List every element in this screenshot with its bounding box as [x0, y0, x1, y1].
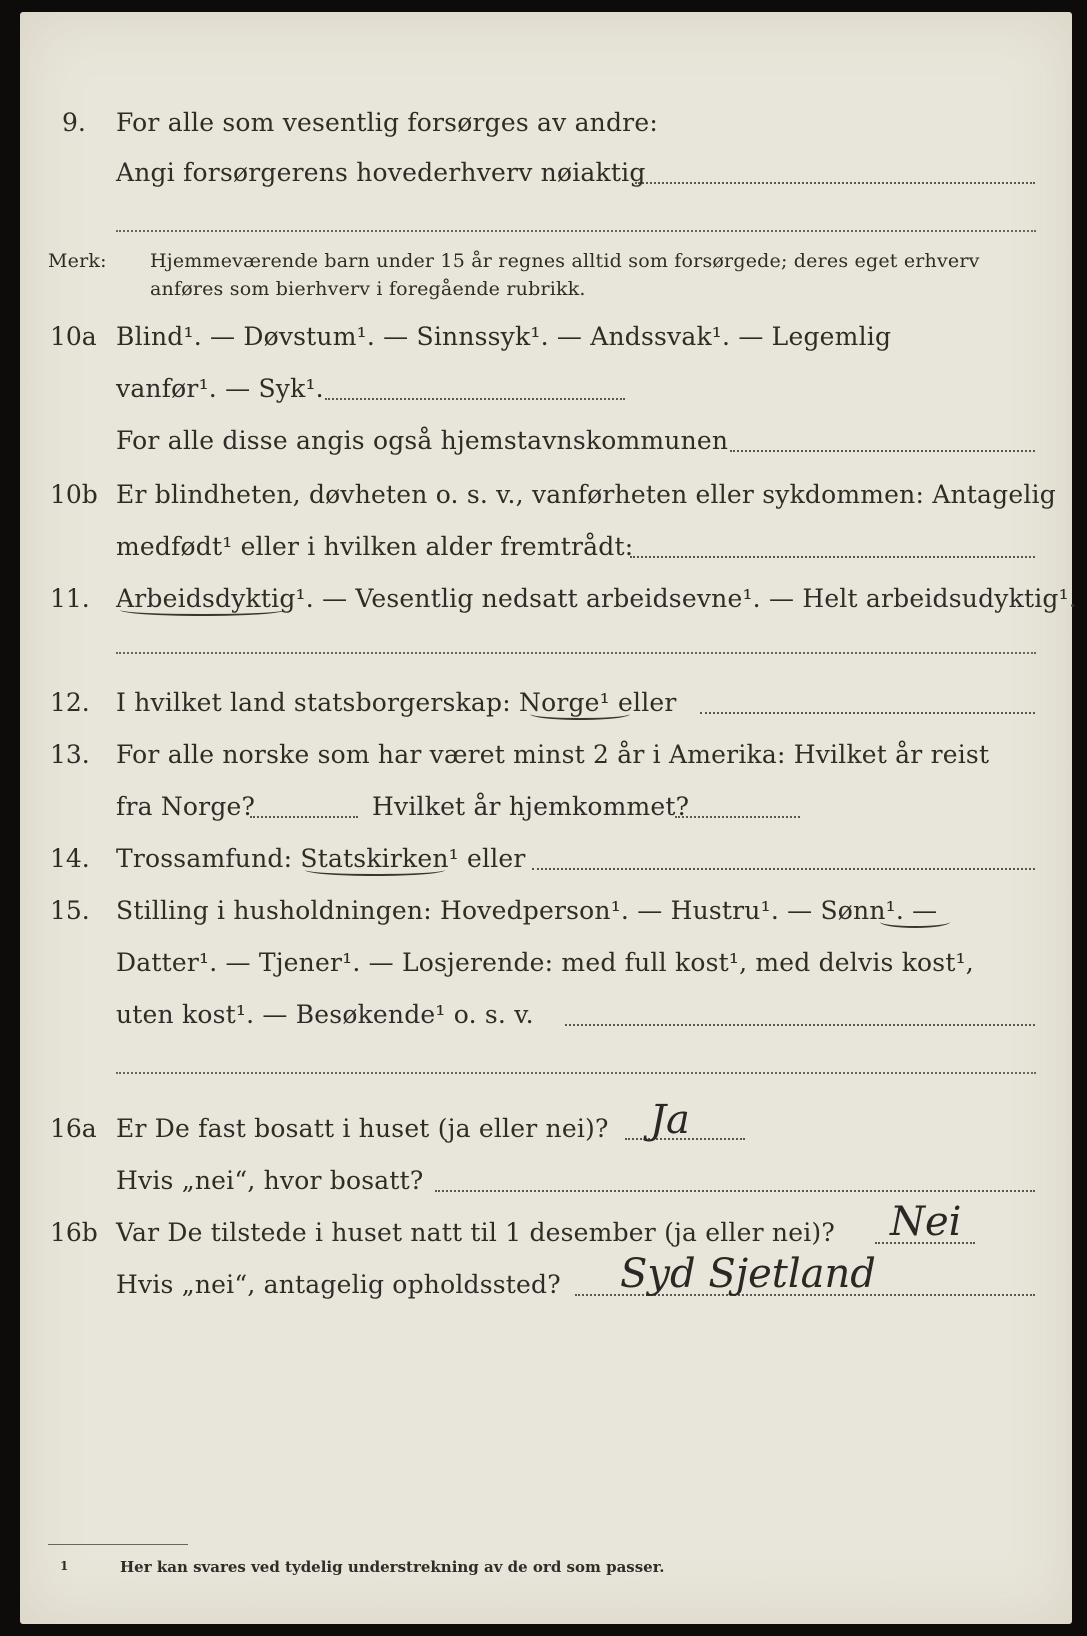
question-13-text2b: Hvilket år hjemkommet? [372, 792, 690, 821]
question-10b-number: 10b [50, 480, 98, 509]
handwritten-answer-16a: Ja [650, 1097, 690, 1143]
question-13-text2a: fra Norge? [116, 792, 256, 821]
underline-sonn [880, 916, 950, 928]
question-16a-text2: Hvis „nei“, hvor bosatt? [116, 1166, 424, 1195]
answer-line-16a-2 [435, 1190, 1035, 1192]
answer-line-15 [565, 1024, 1035, 1026]
note-text-line2: anføres som bierhverv i foregående rubrikk. [150, 278, 586, 300]
handwritten-answer-16b-place: Syd Sjetland [620, 1251, 876, 1297]
question-16a-text: Er De fast bosatt i huset (ja eller nei)? [116, 1114, 609, 1143]
question-12-text: I hvilket land statsborgerskap: Norge¹ eller [116, 688, 677, 717]
footnote-text: Her kan svares ved tydelig understrekning av de ord som passer. [120, 1558, 665, 1576]
note-text-line1: Hjemmeværende barn under 15 år regnes alltid som forsørgede; deres eget erhverv [150, 250, 980, 272]
question-11-number: 11. [50, 584, 90, 613]
question-14-number: 14. [50, 844, 90, 873]
answer-line-12 [700, 712, 1035, 714]
question-16a-number: 16a [50, 1114, 97, 1143]
answer-line-14 [532, 868, 1035, 870]
answer-line-13a [250, 816, 358, 818]
question-15-text2: Datter¹. — Tjener¹. — Losjerende: med full kost¹, med delvis kost¹, [116, 948, 974, 977]
question-13-number: 13. [50, 740, 90, 769]
answer-line-10a-2 [730, 450, 1035, 452]
answer-line-15b [116, 1072, 1036, 1074]
footnote-mark: 1 [60, 1559, 69, 1573]
question-15-text: Stilling i husholdningen: Hovedperson¹. — Hustru¹. — Sønn¹. — [116, 896, 938, 925]
answer-line-10b [630, 556, 1035, 558]
question-14-text: Trossamfund: Statskirken¹ eller [116, 844, 526, 873]
question-10b-text: Er blindheten, døvheten o. s. v., vanførheten eller sykdommen: Antagelig [116, 480, 1056, 509]
underline-arbeidsdyktig [120, 604, 285, 616]
question-10a-text: Blind¹. — Døvstum¹. — Sinnssyk¹. — Andssvak¹. — Legemlig [116, 322, 892, 351]
handwritten-answer-16b: Nei [890, 1199, 962, 1245]
question-10b-text2: medfødt¹ eller i hvilken alder fremtrådt: [116, 532, 634, 561]
question-9-subtext: Angi forsørgerens hovederhverv nøiaktig [116, 158, 646, 187]
question-9-number: 9. [62, 108, 86, 137]
question-16b-text2: Hvis „nei“, antagelig opholdssted? [116, 1270, 561, 1299]
question-9-text: For alle som vesentlig forsørges av andre: [116, 108, 658, 137]
note-label: Merk: [48, 250, 107, 272]
answer-line-9b [116, 230, 1036, 232]
question-15-text3: uten kost¹. — Besøkende¹ o. s. v. [116, 1000, 534, 1029]
question-15-number: 15. [50, 896, 90, 925]
question-13-text: For alle norske som har været minst 2 år i Amerika: Hvilket år reist [116, 740, 990, 769]
answer-line-9 [635, 182, 1035, 184]
question-11-text: Arbeidsdyktig¹. — Vesentlig nedsatt arbeidsevne¹. — Helt arbeidsudyktig¹. [116, 584, 1077, 613]
question-16b-text: Var De tilstede i huset natt til 1 desember (ja eller nei)? [116, 1218, 835, 1247]
census-form-page [20, 12, 1077, 1624]
answer-line-13b [675, 816, 800, 818]
answer-line-11 [116, 652, 1036, 654]
question-16b-number: 16b [50, 1218, 98, 1247]
underline-statskirken [305, 864, 445, 876]
underline-norge [530, 708, 630, 720]
footnote-rule [48, 1544, 188, 1545]
question-10a-number: 10a [50, 322, 97, 351]
question-12-number: 12. [50, 688, 90, 717]
answer-line-10a [325, 398, 625, 400]
question-10a-text2: vanfør¹. — Syk¹. [116, 374, 324, 403]
question-10a-text3: For alle disse angis også hjemstavnskommunen [116, 426, 729, 455]
